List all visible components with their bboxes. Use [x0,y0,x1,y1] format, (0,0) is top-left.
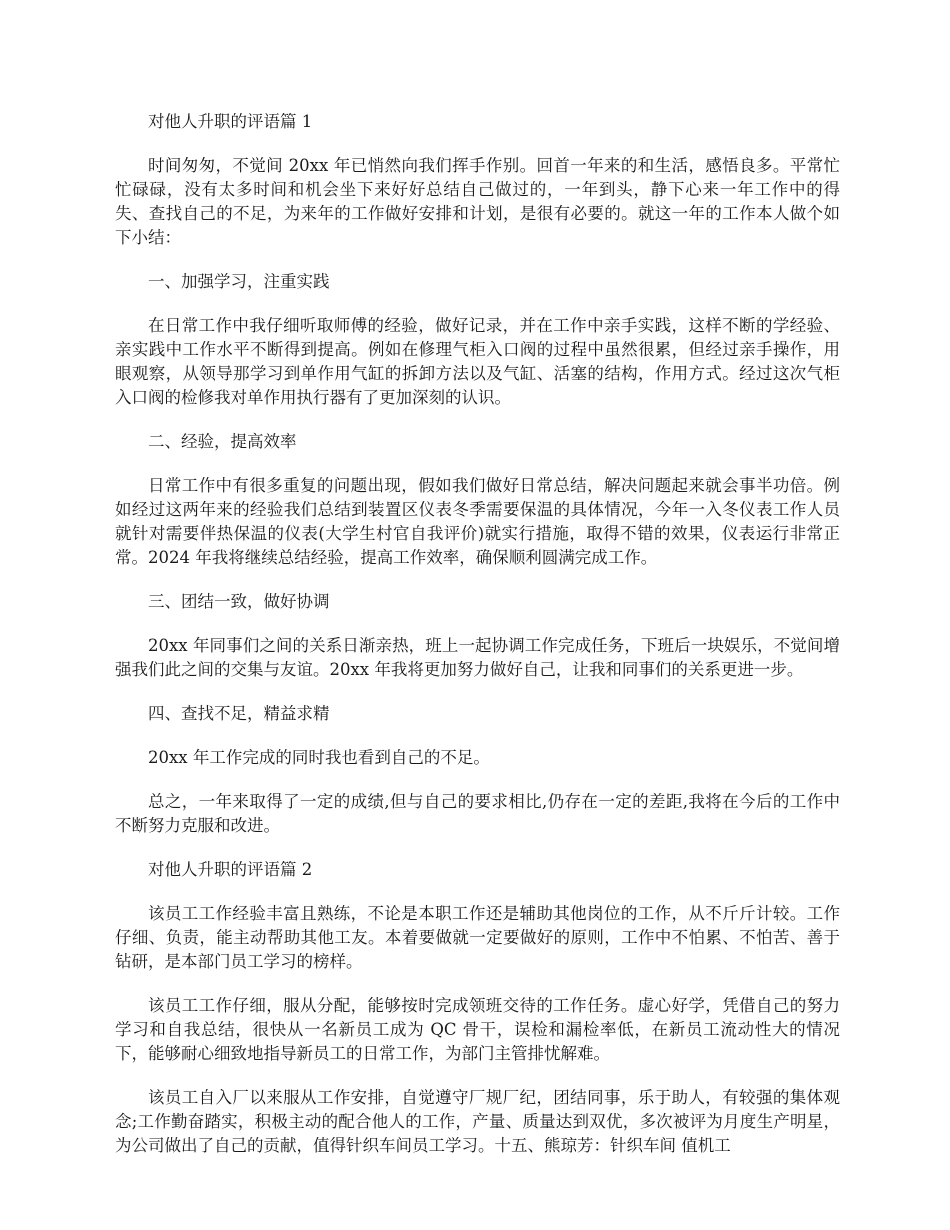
section-title-1: 对他人升职的评语篇 1 [148,112,313,131]
paragraph-study: 在日常工作中我仔细听取师傅的经验，做好记录，并在工作中亲手实践，这样不断的学经验、亲实践中工作水平不断得到提高。例如在修理气柜入口阀的过程中虽然很累，但经过亲手操作，用眼观察，从领导那学习到单作用气缸的拆卸方法以及气缸、活塞的结构，作用方式。经过这次气柜入口阀的检修我对单作用执行器有了更加深刻的认识。 [115,316,840,407]
paragraph-efficiency: 日常工作中有很多重复的问题出现，假如我们做好日常总结，解决问题起来就会事半功倍。例如经过这两年来的经验我们总结到装置区仪表冬季需要保温的具体情况，今年一入冬仪表工作人员就针对需要伴热保温的仪表(大学生村官自我评价)就实行措施，取得不错的效果，仪表运行非常正常。2024 年我将继续总结经验，提高工作效率，确保顺利圆满完成工作。 [115,476,840,567]
section-title-2: 对他人升职的评语篇 2 [148,860,313,879]
paragraph-teamwork: 20xx 年同事们之间的关系日渐亲热，班上一起协调工作完成任务，下班后一块娱乐，不觉间增强我们此之间的交集与友谊。20xx 年我将更加努力做好自己，让我和同事们的关系更进一步。 [115,636,840,679]
paragraph-summary: 总之，一年来取得了一定的成绩,但与自己的要求相比,仍存在一定的差距,我将在今后的工作中不断努力克服和改进。 [115,792,840,835]
paragraph-intro: 时间匆匆，不觉间 20xx 年已悄然向我们挥手作别。回首一年来的和生活，感悟良多。平常忙忙碌碌，没有太多时间和机会坐下来好好总结自己做过的，一年到头，静下心来一年工作中的得失、查找自己的不足，为来年的工作做好安排和计划，是很有必要的。就这一年的工作本人做个如下小结： [115,156,840,247]
section-heading-teamwork: 三、团结一致，做好协调 [148,592,330,611]
paragraph-employee-2: 该员工工作仔细，服从分配，能够按时完成领班交待的工作任务。虚心好学，凭借自己的努力学习和自我总结，很快从一名新员工成为 QC 骨干，误检和漏检率低，在新员工流动性大的情况下，能够耐心细致地指导新员工的日常工作，为部门主管排忧解难。 [115,996,840,1063]
section-heading-efficiency: 二、经验，提高效率 [148,432,297,451]
paragraph-shortcomings: 20xx 年工作完成的同时我也看到自己的不足。 [148,748,490,767]
section-heading-shortcomings: 四、查找不足，精益求精 [148,704,330,723]
paragraph-employee-1: 该员工工作经验丰富且熟练，不论是本职工作还是辅助其他岗位的工作，从不斤斤计较。工作仔细、负责，能主动帮助其他工友。本着要做就一定要做好的原则，工作中不怕累、不怕苦、善于钻研，是本部门员工学习的榜样。 [115,904,840,971]
document-page [115,110,840,1158]
paragraph-employee-3: 该员工自入厂以来服从工作安排，自觉遵守厂规厂纪，团结同事，乐于助人，有较强的集体观念;工作勤奋踏实，积极主动的配合他人的工作，产量、质量达到双优，多次被评为月度生产明星，为公司做出了自己的贡献，值得针织车间员工学习。十五、熊琼芳：针织车间 值机工 [115,1088,840,1155]
section-heading-study: 一、加强学习，注重实践 [148,272,330,291]
